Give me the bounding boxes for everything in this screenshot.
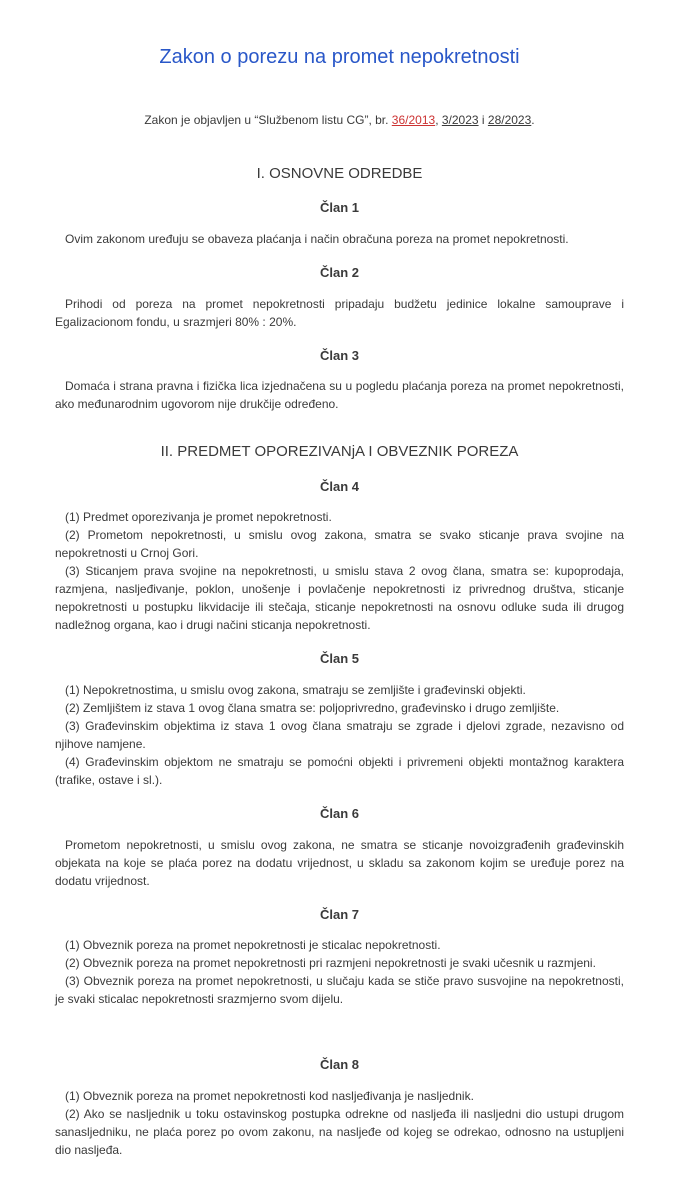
- gazette-link[interactable]: 28/2023: [487, 113, 532, 127]
- article-heading: Član 3: [319, 347, 359, 363]
- publication-text: i: [478, 113, 488, 127]
- law-paragraph: Ovim zakonom uređuju se obaveza plaćanja i način obračuna poreza na promet nepokretnosti.: [65, 231, 569, 246]
- chapter-heading: II. PREDMET OPOREZIVANjA I OBVEZNIK POREZA: [160, 443, 519, 461]
- article-heading: Član 1: [319, 200, 359, 216]
- law-paragraph: Prihodi od poreza na promet nepokretnosti pripadaju budžetu jedinice lokalne samouprave i Egalizacionom fondu, u srazmjeri 80% : 20%.: [55, 296, 624, 329]
- law-paragraph: (4) Građevinskim objektom ne smatraju se pomoćni objekti i privremeni objekti montažnog karaktera (trafike, ostave i sl.).: [55, 755, 624, 788]
- law-paragraph: (2) Zemljištem iz stava 1 ovog člana smatra se: poljoprivredno, građevinsko i drugo zemljište.: [65, 701, 560, 716]
- chapter-heading: I. OSNOVNE ODREDBE: [256, 164, 423, 182]
- article-heading: Član 6: [319, 806, 359, 822]
- law-paragraph: (2) Ako se nasljednik u toku ostavinskog postupka odrekne od nasljeđa ili nasljedni dio ustupi drugom sanasljedniku, ne plaća porez po ovom zakonu, na nasljeđe od kojeg se odrekao, odnosno na ustupljeni dio nasljeđa.: [55, 1106, 624, 1157]
- gazette-link[interactable]: 36/2013: [391, 113, 436, 127]
- law-paragraph: (1) Nepokretnostima, u smislu ovog zakona, smatraju se zemljište i građevinski objekti.: [65, 683, 526, 698]
- gazette-link[interactable]: 3/2023: [441, 113, 479, 127]
- law-paragraph: Prometom nepokretnosti, u smislu ovog zakona, ne smatra se sticanje novoizgrađenih građevinskih objekata na koje se plaća porez na dodatu vrijednost, u skladu sa zakonom kojim se uređuje porez na dodatu vrijednost.: [55, 837, 624, 888]
- law-paragraph: (3) Građevinskim objektima iz stava 1 ovog člana smatraju se zgrade i djelovi zgrade, nezavisno od njihove namjene.: [55, 719, 624, 752]
- article-heading: Član 5: [319, 651, 359, 667]
- publication-line: [55, 113, 624, 129]
- law-paragraph: (1) Predmet oporezivanja je promet nepokretnosti.: [65, 510, 332, 525]
- law-paragraph: (3) Sticanjem prava svojine na nepokretnosti, u smislu stava 2 ovog člana, smatra se: kupoprodaja, razmjena, nasljeđivanje, poklon, unošenje i povlačenje nepokretnosti iz privrednog društva, sticanje nepokretnosti u postupku likvidacije ili stečaja, sticanje nepokretnosti na osnovu odluke suda ili drugog nadležnog organa, kao i drugi načini sticanja nepokretnosti.: [55, 564, 624, 633]
- article-heading: Član 7: [319, 906, 359, 922]
- publication-text: .: [531, 113, 535, 127]
- law-paragraph: (1) Obveznik poreza na promet nepokretnosti je sticalac nepokretnosti.: [65, 938, 441, 953]
- law-content: [55, 165, 624, 1159]
- law-paragraph: (1) Obveznik poreza na promet nepokretnosti kod nasljeđivanja je nasljednik.: [65, 1088, 474, 1103]
- publication-text: ,: [435, 113, 442, 127]
- article-heading: Član 8: [319, 1057, 359, 1073]
- publication-text: Zakon je objavljen u “Službenom listu CG”, br.: [144, 113, 392, 127]
- law-paragraph: Domaća i strana pravna i fizička lica izjednačena su u pogledu plaćanja poreza na promet nepokretnosti, ako međunarodnim ugovorom nije drukčije određeno.: [55, 379, 624, 412]
- law-paragraph: (3) Obveznik poreza na promet nepokretnosti, u slučaju kada se stiče pravo susvojine na nepokretnosti, je svaki sticalac nepokretnosti srazmjerno svom dijelu.: [55, 974, 624, 1007]
- law-paragraph: (2) Obveznik poreza na promet nepokretnosti pri razmjeni nepokretnosti je svaki učesnik u razmjeni.: [65, 956, 596, 971]
- section-gap: [55, 1008, 624, 1040]
- law-title: Zakon o porezu na promet nepokretnosti: [159, 46, 520, 68]
- article-heading: Član 2: [319, 264, 359, 280]
- article-heading: Član 4: [319, 478, 359, 494]
- law-paragraph: (2) Prometom nepokretnosti, u smislu ovog zakona, smatra se svako sticanje prava svojine na nepokretnosti u Crnoj Gori.: [55, 528, 624, 561]
